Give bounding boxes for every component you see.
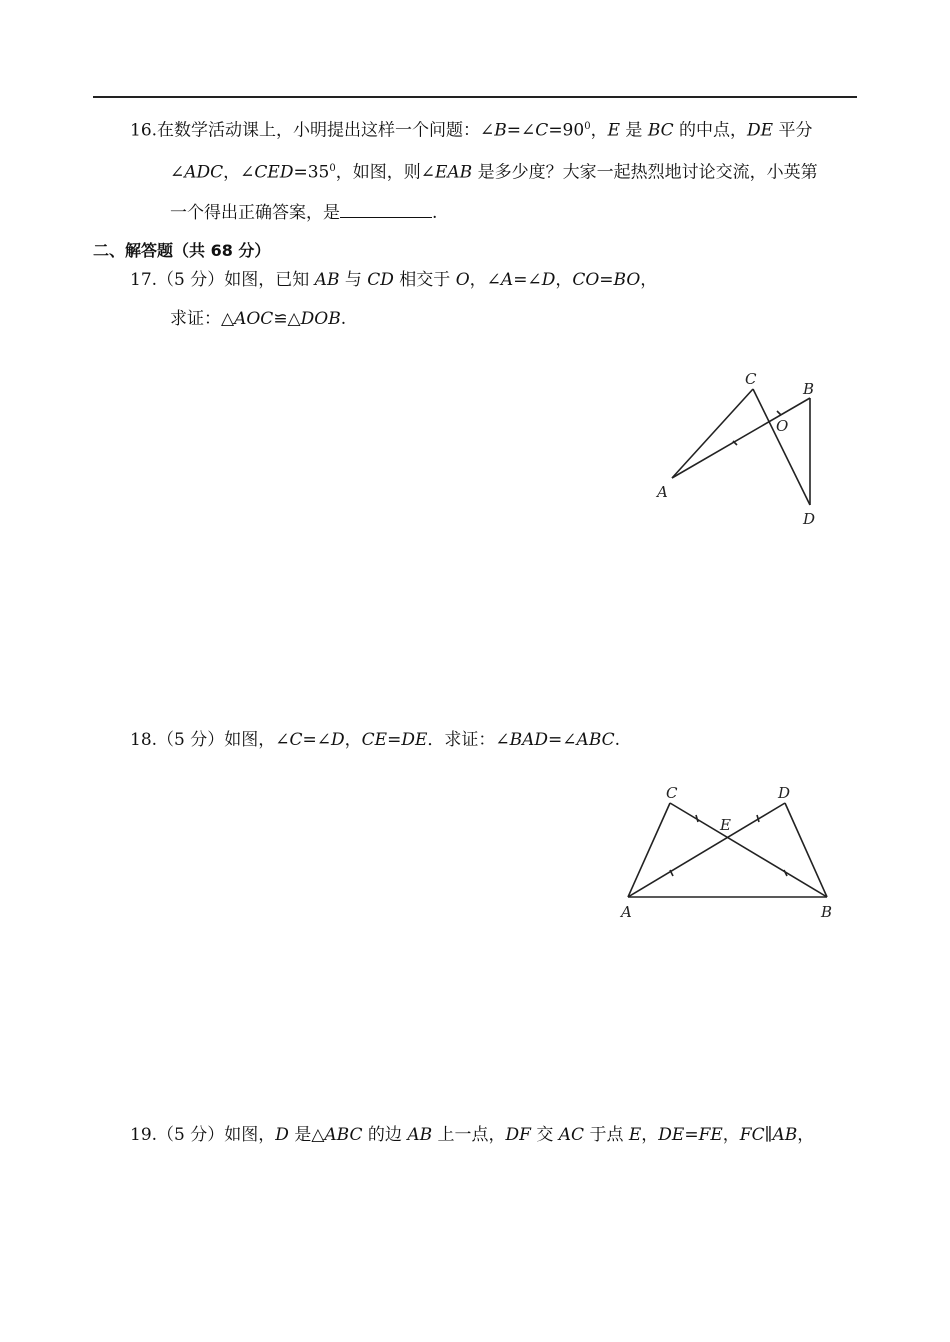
tick-mark bbox=[757, 815, 759, 822]
q18-text: . bbox=[614, 730, 621, 750]
q16-text: ， bbox=[590, 120, 608, 141]
var-fc: FC bbox=[739, 1125, 765, 1145]
q16-text: 是 bbox=[620, 120, 648, 141]
var-bc: BC bbox=[647, 120, 674, 141]
tick-mark bbox=[696, 815, 698, 822]
var-c: C bbox=[289, 730, 303, 750]
q16-text: 在数学活动课上，小明提出这样一个问题：∠ bbox=[157, 120, 495, 141]
q16-text: 平分 bbox=[773, 120, 813, 141]
var-adc: ADC bbox=[184, 162, 224, 183]
q16-number: 16. bbox=[130, 120, 158, 141]
section-heading: 二、解答题（共 68 分） bbox=[93, 241, 271, 260]
var-de: DE bbox=[747, 120, 774, 141]
q18-number: 18. bbox=[130, 730, 158, 750]
label-c: C bbox=[666, 784, 678, 802]
q19-text: 上一点， bbox=[432, 1125, 506, 1145]
var-df: DF bbox=[505, 1125, 531, 1145]
var-e: E bbox=[607, 120, 620, 141]
var-c: C bbox=[535, 120, 549, 141]
var-e: E bbox=[628, 1125, 642, 1145]
q19-text: ， bbox=[641, 1125, 659, 1145]
q16-text: . bbox=[432, 203, 438, 223]
label-o: O bbox=[776, 417, 789, 435]
q17-text: ， bbox=[640, 270, 658, 290]
q18-text: （5 分）如图，∠ bbox=[157, 730, 290, 750]
q17-text: . bbox=[340, 309, 347, 329]
var-a: A bbox=[500, 270, 514, 290]
var-de: DE bbox=[401, 730, 428, 750]
label-a: A bbox=[657, 483, 668, 501]
label-a: A bbox=[621, 903, 632, 921]
q16-text: 一个得出正确答案，是 bbox=[170, 203, 340, 223]
q16-text: ∠ bbox=[170, 162, 185, 183]
q17-text: 求证：△ bbox=[170, 309, 235, 329]
var-ab: AB bbox=[314, 270, 340, 290]
q17-text: （5 分）如图，已知 bbox=[157, 270, 315, 290]
q19-text: 于点 bbox=[584, 1125, 629, 1145]
degree-mark: 0 bbox=[329, 163, 336, 174]
q17-text: 与 bbox=[339, 270, 368, 290]
label-d: D bbox=[803, 510, 816, 528]
var-de-fe: DE=FE bbox=[658, 1125, 723, 1145]
q17-number: 17. bbox=[130, 270, 158, 290]
label-d: D bbox=[778, 784, 791, 802]
segment-db bbox=[785, 803, 827, 897]
q18-text: = bbox=[387, 730, 402, 750]
var-eab: EAB bbox=[434, 162, 473, 183]
var-ab: AB bbox=[772, 1125, 798, 1145]
parallel-symbol: ∥ bbox=[764, 1125, 773, 1145]
q17-text: ，∠ bbox=[469, 270, 501, 290]
var-ced: CED bbox=[254, 162, 294, 183]
q18-text: ， bbox=[344, 730, 362, 750]
q16-text: 是多少度？大家一起热烈地讨论交流，小英第 bbox=[472, 162, 818, 183]
var-abc: ABC bbox=[324, 1125, 363, 1145]
q18-text: ．求证：∠ bbox=[427, 730, 510, 750]
label-b: B bbox=[821, 903, 833, 921]
q17-text: ≌△ bbox=[273, 309, 301, 329]
var-co: CO bbox=[572, 270, 600, 290]
degree-mark: 0 bbox=[584, 121, 591, 132]
label-e: E bbox=[720, 816, 731, 834]
var-b: B bbox=[494, 120, 507, 141]
q19-text: 是△ bbox=[288, 1125, 325, 1145]
q17-text: 相交于 bbox=[393, 270, 456, 290]
var-bo: BO bbox=[613, 270, 641, 290]
q17-text: ， bbox=[555, 270, 573, 290]
q16-text: 的中点， bbox=[673, 120, 748, 141]
q19-line-1 bbox=[130, 1124, 814, 1146]
segment-ad bbox=[628, 803, 785, 897]
var-o: O bbox=[455, 270, 470, 290]
var-d: D bbox=[275, 1125, 289, 1145]
var-d: D bbox=[541, 270, 556, 290]
var-ab: AB bbox=[407, 1125, 433, 1145]
segment-cb bbox=[670, 803, 827, 897]
q18-text: =∠ bbox=[548, 730, 577, 750]
segment-ac bbox=[628, 803, 670, 897]
q19-text: 交 bbox=[530, 1125, 559, 1145]
q19-text: ， bbox=[722, 1125, 740, 1145]
q18-text: =∠ bbox=[302, 730, 332, 750]
q16-text: ，∠ bbox=[223, 162, 255, 183]
var-aoc: AOC bbox=[234, 309, 274, 329]
var-ce: CE bbox=[361, 730, 388, 750]
q16-text: =∠ bbox=[506, 120, 536, 141]
q16-text: =35 bbox=[293, 162, 330, 183]
var-abc: ABC bbox=[576, 730, 615, 750]
q19-text: 的边 bbox=[362, 1125, 408, 1145]
var-dob: DOB bbox=[300, 309, 341, 329]
q19-number: 19. bbox=[130, 1125, 158, 1145]
label-c: C bbox=[745, 370, 757, 388]
var-ac: AC bbox=[558, 1125, 585, 1145]
q17-text: = bbox=[599, 270, 614, 290]
q16-text: =90 bbox=[548, 120, 585, 141]
q16-text: ，如图，则∠ bbox=[335, 162, 435, 183]
label-b: B bbox=[803, 380, 815, 398]
q17-text: =∠ bbox=[513, 270, 542, 290]
q19-text: （5 分）如图， bbox=[157, 1125, 276, 1145]
var-cd: CD bbox=[367, 270, 394, 290]
var-bad: BAD bbox=[509, 730, 549, 750]
var-d: D bbox=[331, 730, 345, 750]
q19-text: ， bbox=[797, 1125, 815, 1145]
